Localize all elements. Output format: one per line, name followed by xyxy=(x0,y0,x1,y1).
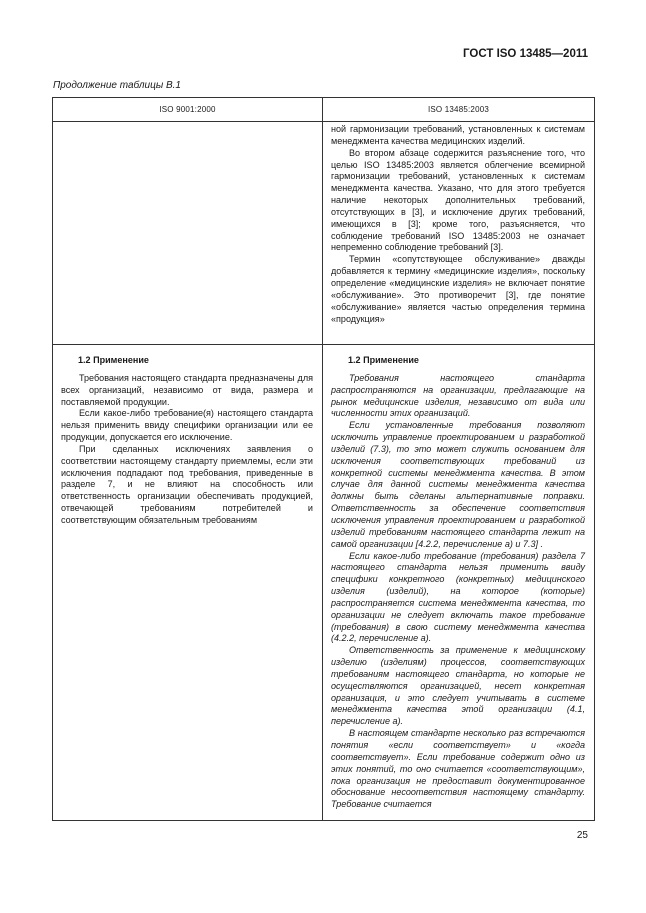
paragraph: Термин «сопутствующее обслуживание» дважды добавляется к термину «медицинские изделия», поскольку определение «медицинские изделия» не включает понятие «обслуживание». Это противоречит [3], где понятие «обслуживание» является частью определения термина «продукция» xyxy=(331,254,585,324)
paragraph: В настоящем стандарте несколько раз встречаются понятия «если соответствует» и «когда соответствует». Если требование содержит одно из этих понятий, то оно считается «соответствующим», пока организация не предоставит документированное обоснование несоответствия настоящему стандарту. Требование считается xyxy=(331,728,585,810)
table-cell-empty xyxy=(53,122,323,345)
section-title: 1.2 Применение xyxy=(348,355,419,365)
paragraph: Ответственность за применение к медицинскому изделию (изделиям) процессов, соответствующих требованиям настоящего стандарта, но которые не осуществляются организацией, несет конкретная организация, и это следует учитывать в системе менеджмента качества этой организации (4.1, перечисление а). xyxy=(331,645,585,727)
table-continuation-caption: Продолжение таблицы В.1 xyxy=(53,80,181,91)
paragraph: Если установленные требования позволяют исключить управление проектированием и разработкой изделий (7.3), то это может служить основанием для исключения соответствующих требований из конкретной системы менеджмента качества. В этом случае для данной системы менеджмента качества должны быть сделаны альтернативные поправки. Ответственность за обеспечение соответствия исключения управления проектированием и разработкой изделий требованиям настоящего стандарта лежит на самой организации [4.2.2, перечисление а) и 7.3] . xyxy=(331,420,585,549)
section-title: 1.2 Применение xyxy=(78,355,149,365)
table-row xyxy=(53,122,595,345)
column-header-iso13485: ISO 13485:2003 xyxy=(323,98,595,122)
table-row xyxy=(53,345,595,821)
paragraph: ной гармонизации требований, установленных к системам менеджмента качества медицинских изделий. xyxy=(331,124,585,146)
table-cell xyxy=(323,345,595,821)
table-cell xyxy=(323,122,595,345)
paragraph: Если какое-либо требование(я) настоящего стандарта нельзя применить ввиду специфики организации или ее продукции, допускается его исключение. xyxy=(61,408,313,443)
paragraph: Если какое-либо требование (требования) раздела 7 настоящего стандарта нельзя применить ввиду специфики конкретного (конкретных) медицинского изделия (изделий), на которое (которые) распространяется система менеджмента качества, то организации не следует включать такое требование (требования) в свою систему менеджмента качества (4.2.2, перечисление а). xyxy=(331,550,585,644)
comparison-table xyxy=(52,97,595,821)
paragraph: Требования настоящего стандарта распространяются на организации, предлагающие на рынок медицинские изделия, независимо от вида или численности этих организаций. xyxy=(331,372,585,419)
paragraph: При сделанных исключениях заявления о соответствии настоящему стандарту приемлемы, если эти исключения подпадают под требования, приведенные в разделе 7, и не влияют на способность или ответственность организации обеспечивать продукцией, отвечающей требованиям потребителей и соответствующим обязательным требованиям xyxy=(61,443,313,525)
paragraph: Во втором абзаце содержится разъяснение того, что целью ISO 13485:2003 является облегчение всемирной гармонизации требований, установленных к системам менеджмента качества. Указано, что для этого требуется наличие некоторых дополнительных требований, отсутствующих в [3], и исключение других требований, имеющихся в [3]; кроме того, разъясняется, что соблюдение требований ISO 13485:2003 не означает непременно соблюдение требований [3]. xyxy=(331,147,585,253)
standard-header: ГОСТ ISO 13485—2011 xyxy=(463,48,588,60)
page-number: 25 xyxy=(576,830,588,841)
column-header-iso9001: ISO 9001:2000 xyxy=(53,98,323,122)
paragraph: Требования настоящего стандарта предназначены для всех организаций, независимо от вида, размера и поставляемой продукции. xyxy=(61,372,313,407)
table-header-row xyxy=(53,98,595,122)
table-cell xyxy=(53,345,323,821)
